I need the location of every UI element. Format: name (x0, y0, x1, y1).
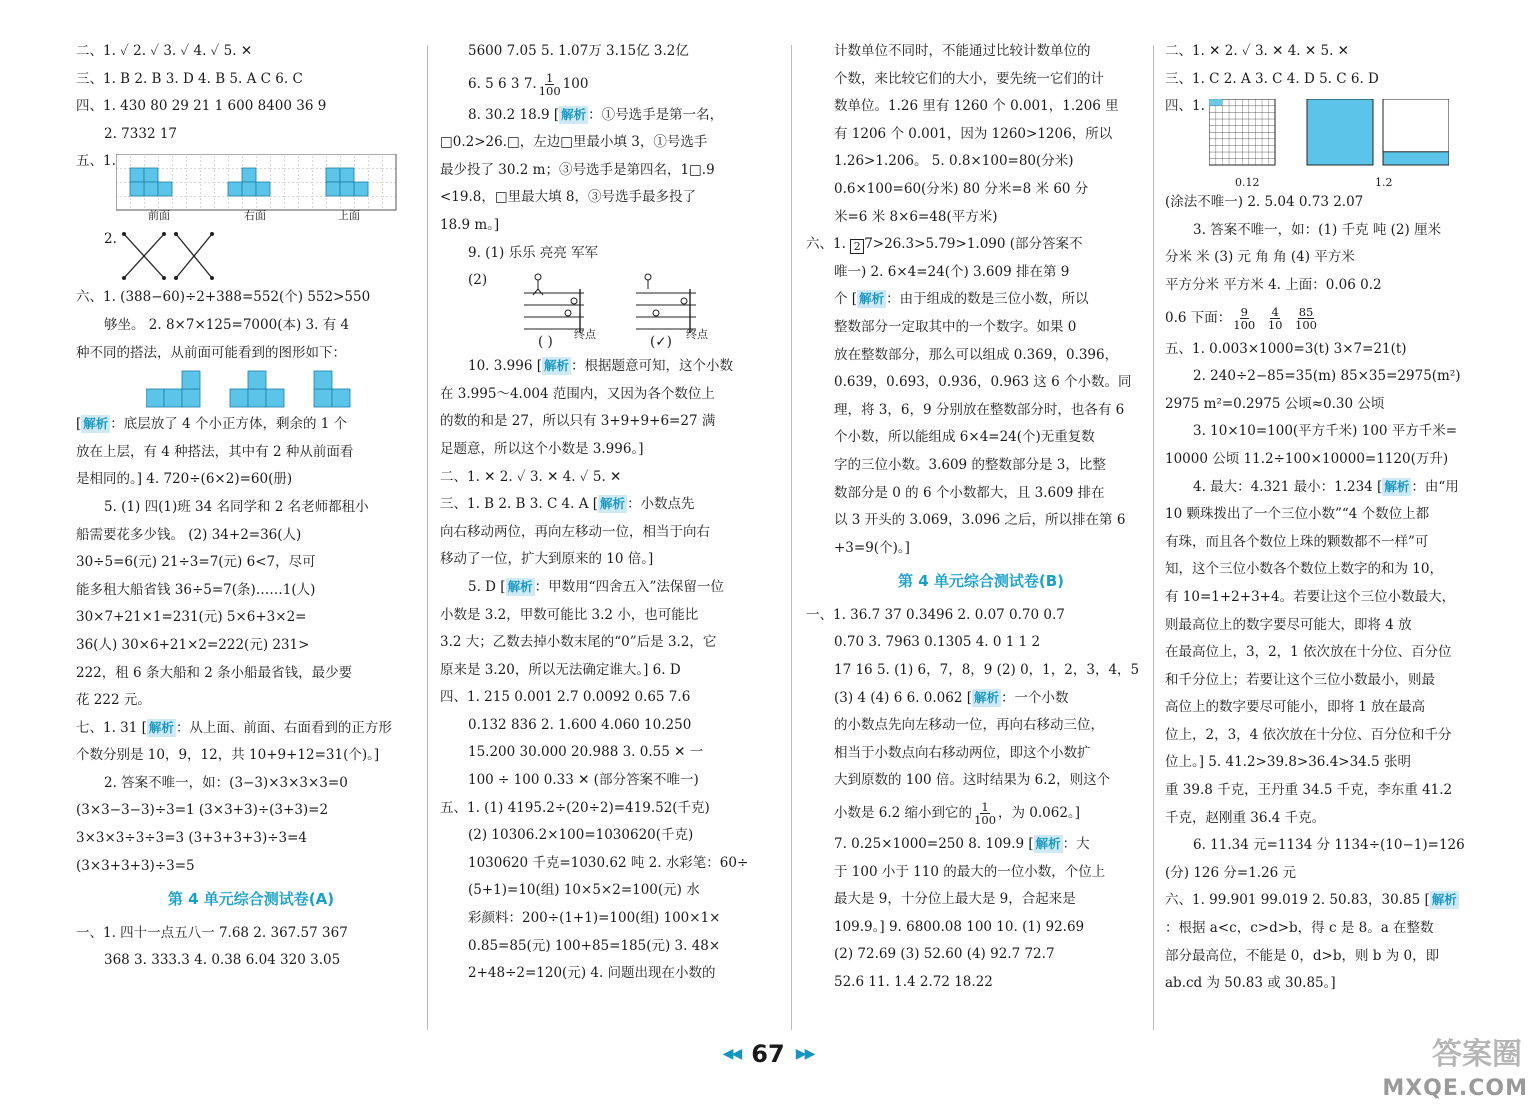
text-line: 10000 公顷 11.2÷100×10000=1120(万升) (1165, 450, 1449, 467)
analysis-tag: 解析 (1384, 478, 1410, 494)
text-line: 最大是 9，十分位上最大是 9，合起来是 (834, 891, 1076, 908)
text-line: 六、1. 2 7>26.3>5.79>1.090 (部分答案不 (806, 236, 1083, 254)
text-line: 的数的和是 27，所以只有 3+9+9+6=27 满 (440, 413, 716, 430)
text-line: 理，将 3，6，9 分别放在整数部分时，也各有 6 (834, 401, 1125, 418)
text-line: (分) 126 分=1.26 元 (1165, 864, 1297, 881)
text-line: 数单位。1.26 里有 1260 个 0.001，1.206 里 (834, 98, 1119, 115)
finish-label: 终点 (686, 328, 708, 342)
analysis-tag: 解析 (561, 106, 587, 122)
text-line: (2) 72.69 (3) 52.60 (4) 92.7 72.7 (834, 946, 1055, 963)
digit-box: 2 (850, 239, 864, 254)
analysis-tag: 解析 (83, 416, 109, 432)
analysis-tag: 解析 (148, 719, 174, 735)
text-line: 向右移动两位，再向左移动一位，相当于向右 (440, 523, 710, 540)
text-line: 的小数点先向左移动一位，再向右移动三位， (834, 717, 1104, 734)
text-line: 平方分米 平方米 4. 上面：0.06 0.2 (1165, 276, 1382, 293)
text-line: 1030620 千克=1030.62 吨 2. 水彩笔：60÷ (468, 854, 749, 871)
text-line: 位上。] 5. 41.2>39.8>36.4>34.5 张明 (1165, 754, 1411, 771)
text-line: 最少投了 30.2 m；③号选手是第四名，1□.9 (440, 161, 715, 178)
text-line: 移动了一位，扩大到原来的 10 倍。] (440, 551, 654, 568)
section-title: 第 4 单元综合测试卷(B) (897, 572, 1065, 591)
analysis-tag: 解析 (973, 689, 999, 705)
analysis-tag: 解析 (859, 291, 885, 307)
text-line: (3×3−3−3)÷3=1 (3×3+3)÷(3+3)=2 (76, 802, 329, 819)
prev-arrow-icon: ◀◀ (722, 1046, 741, 1062)
column-divider (791, 45, 792, 1030)
text-line: 3. 10×10=100(平方千米) 100 平方千米= (1193, 423, 1458, 440)
text-line: 重 39.8 千克，王丹重 34.5 千克，李东重 41.2 (1165, 782, 1453, 799)
text-line: 在最高位上，3，2，1 依次放在十分位、百分位 (1165, 644, 1452, 661)
answer-column-2 (440, 38, 790, 1038)
text-line: 一、1. 四十一点五八一 7.68 2. 367.57 367 (76, 924, 348, 941)
text-line: 3×3×3÷3÷3=3 (3+3+3+3)÷3=4 (76, 830, 308, 847)
text-line: 五、1. (1) 4195.2÷(20÷2)=419.52(千克) (440, 799, 710, 816)
text-line: 个数，来比较它们的大小，要先统一它们的计 (834, 70, 1104, 87)
text-line: 0.6×100=60(分米) 80 分米=8 米 60 分 (834, 180, 1089, 197)
section-title: 第 4 单元综合测试卷(A) (167, 890, 335, 909)
text-line: □0.2>26.□，左边□里最小填 3，①号选手 (440, 134, 708, 151)
text-line: 三、1. B 2. B 3. D 4. B 5. A C 6. C (76, 70, 303, 87)
text-line: 100 ÷ 100 0.33 ✕ (部分答案不唯一) (468, 772, 699, 789)
analysis-tag: 解析 (600, 496, 626, 512)
text-line: 小数是 6.2 缩小到它的 $\frac{1}{100}$ ，为 0.062。] (834, 800, 1080, 828)
analysis-tag: 解析 (1431, 892, 1457, 908)
text-line: 高位上的数字要尽可能小，即将 1 放在最高 (1165, 699, 1426, 716)
answer-mark: ( ) (538, 334, 553, 351)
text-line: 是相同的。] 4. 720÷(6×2)=60(册) (76, 471, 293, 488)
next-arrow-icon: ▶▶ (795, 1046, 814, 1062)
text-line: 10. 3.996 [ 解析 ：根据题意可知，这个小数 (468, 358, 733, 375)
text-line: 2. 7332 17 (104, 125, 177, 142)
analysis-tag: 解析 (507, 578, 533, 594)
text-line: 相当于小数点向右移动两位，即这个小数扩 (834, 744, 1091, 761)
text-line: 千克，赵刚重 36.4 千克。 (1165, 809, 1326, 826)
text-line: 唯一) 2. 6×4=24(个) 3.609 排在第 9 (834, 263, 1070, 280)
text-line: 分米 米 (3) 元 角 角 (4) 平方米 (1165, 249, 1355, 266)
text-line: 30×7+21×1=231(元) 5×6+3×2= (76, 609, 307, 626)
text-line: (涂法不唯一) 2. 5.04 0.73 2.07 (1165, 194, 1364, 211)
text-line: 0.6 下面： $\frac{9}{100}$ $\frac{4}{10}$ $\frac{85}{100}$ (1165, 304, 1317, 332)
text-line: 于 100 小于 110 的最大的一位小数，个位上 (834, 863, 1106, 880)
text-line: 0.70 3. 7963 0.1305 4. 0 1 1 2 (834, 634, 1041, 651)
text-line: 5. D [ 解析 ：甲数用“四舍五入”法保留一位 (468, 578, 724, 595)
text-line: 109.9。] 9. 6800.08 100 10. (1) 92.69 (834, 918, 1085, 935)
text-line: 和千分位上；若要让这个三位小数最小，则最 (1165, 671, 1435, 688)
grid-label: 1.2 (1375, 176, 1393, 190)
text-line: 够坐。 2. 8×7×125=7000(本) 3. 有 4 (104, 316, 350, 333)
text-line: 小数是 3.2，甲数可能比 3.2 小，也可能比 (440, 606, 699, 623)
text-line: 17 16 5. (1) 6，7，8，9 (2) 0，1，2，3，4，5 (834, 662, 1140, 679)
text-line: 3. 答案不唯一，如：(1) 千克 吨 (2) 厘米 (1193, 221, 1442, 238)
cube-arrangements (146, 369, 376, 409)
text-line: 米=6 米 8×6=48(平方米) (834, 208, 998, 225)
text-line: 四、1. 430 80 29 21 1 600 8400 36 9 (76, 98, 327, 115)
text-line: 三、1. C 2. A 3. C 4. D 5. C 6. D (1165, 70, 1379, 87)
text-line: 七、1. 31 [ 解析 ：从上面、前面、右面看到的正方形 (76, 719, 392, 736)
fraction: $\frac{85}{100}$ (1295, 304, 1317, 332)
text-line: 2+48÷2=120(元) 4. 问题出现在小数的 (468, 965, 716, 982)
text-line: 3.2 大；乙数去掉小数末尾的“0”后是 3.2，它 (440, 634, 717, 651)
text-line: 在 3.995～4.004 范围内，又因为各个数位上 (440, 385, 715, 402)
views-figure-row (76, 148, 426, 226)
text-line: 222，租 6 条大船和 2 条小船最省钱，最少要 (76, 664, 353, 681)
text-line: 7. 0.25×1000=250 8. 109.9 [ 解析 ：大 (834, 836, 1090, 853)
text-line: 30÷5=6(元) 21÷3=7(元) 6<7，尽可 (76, 554, 316, 571)
text-line: 6. 11.34 元=1134 分 1134÷(10−1)=126 (1193, 837, 1465, 854)
cube-views-figure (76, 367, 426, 411)
text-line: 部分最高位，不能是 0，d>b，则 b 为 0，即 (1165, 947, 1440, 964)
text-line: 0.132 836 2. 1.600 4.060 10.250 (468, 716, 692, 733)
text-line: 18.9 m。] (440, 216, 500, 233)
watermark (1376, 1007, 1536, 1107)
text-line: 足题意，所以这个小数是 3.996。] (440, 440, 644, 457)
text-line: 0.639，0.693，0.936，0.963 这 6 个小数。同 (834, 374, 1132, 391)
text-line: 四、1. 215 0.001 2.7 0.0092 0.65 7.6 (440, 689, 691, 706)
text-line: (2) 10306.2×100=1030620(千克) (468, 827, 694, 844)
fraction: $\frac{4}{10}$ (1267, 304, 1283, 332)
decimal-grid-figure-row (1165, 93, 1505, 189)
grid-label: 0.12 (1235, 176, 1260, 190)
text-line: 8. 30.2 18.9 [ 解析 ：①号选手是第一名， (468, 106, 724, 123)
text-line: 4. 最大：4.321 最小：1.234 [ 解析 ：由“用 (1193, 478, 1459, 495)
text-line: 2975 m²=0.2975 公顷≈0.30 公顷 (1165, 395, 1385, 412)
text-line: 六、1. (388−60)÷2+388=552(个) 552>550 (76, 289, 371, 306)
race-figure-row (440, 267, 790, 353)
watermark-badge: 答案圈 (1432, 1037, 1522, 1072)
text-line: (5+1)=10(组) 10×5×2=100(元) 水 (468, 882, 700, 899)
text-line: 原来是 3.20，所以无法确定谁大。] 6. D (440, 661, 681, 678)
text-line: ：根据 a<c，c>d>b，得 c 是 8。a 在整数 (1165, 920, 1434, 937)
text-line: 有 1206 个 0.001，因为 1260>1206，所以 (834, 125, 1113, 142)
view-label: 右面 (244, 209, 266, 223)
text-line: 则最高位上的数字要尽可能大，即将 4 放 (1165, 616, 1412, 633)
text-line: 368 3. 333.3 4. 0.38 6.04 320 3.05 (104, 952, 341, 969)
text-line: (3×3+3+3)÷3=5 (76, 857, 195, 874)
text-line: 四、1. (1165, 98, 1205, 115)
answer-mark: (✓) (650, 334, 672, 351)
text-line: 有 10=1+2+3+4。若要让这个三位小数最大， (1165, 588, 1456, 605)
fraction: $\frac{1}{100}$ (974, 800, 997, 828)
answer-column-1 (76, 38, 426, 1038)
text-line: 2. (104, 231, 117, 248)
text-line: [ 解析 ：底层放了 4 个小正方体，剩余的 1 个 (76, 416, 348, 433)
text-line: 二、1. ✕ 2. ✓ 3. ✕ 4. ✓ 5. ✕ (440, 468, 622, 485)
text-line: (3) 4 (4) 6 6. 0.062 [ 解析 ：一个小数 (834, 689, 1069, 706)
text-line: 有珠，而且各个数位上珠的颗数都不一样”可 (1165, 533, 1429, 550)
text-line: 五、1. 0.003×1000=3(t) 3×7=21(t) (1165, 340, 1407, 357)
text-line: (2) (468, 272, 488, 289)
matching-figure-row (76, 226, 426, 284)
analysis-tag: 解析 (1035, 836, 1061, 852)
text-line: 36(人) 30×6+21×2=222(元) 231> (76, 636, 310, 653)
text-line: 放在上层，有 4 种搭法，其中有 2 种从前面看 (76, 443, 354, 460)
race-lanes (524, 269, 764, 339)
text-line: +3=9(个)。] (834, 539, 910, 556)
text-line: 彩颜料：200÷(1+1)=100(组) 100×1× (468, 910, 721, 927)
matching-lines (120, 228, 230, 286)
text-line: 六、1. 99.901 99.019 2. 50.83，30.85 [ 解析 (1165, 892, 1457, 909)
text-line: ab.cd 为 50.83 或 30.85。] (1165, 975, 1336, 992)
answer-column-4 (1165, 38, 1505, 1038)
text-line: 能多租大船省钱 36÷5=7(条)……1(人) (76, 581, 316, 598)
text-line: 个 [ 解析 ：由于组成的数是三位小数，所以 (834, 291, 1089, 308)
text-line: 9. (1) 乐乐 亮亮 军军 (468, 244, 599, 261)
text-line: 2. 答案不唯一，如：(3−3)×3×3×3=0 (104, 774, 348, 791)
text-line: 五、1. (76, 153, 116, 170)
text-line: 1.26>1.206。 5. 0.8×100=80(分米) (834, 153, 1074, 170)
text-line: 位上，2，3，4 依次放在十分位、百分位和千分 (1165, 726, 1452, 743)
text-line: 2. 240÷2−85=35(m) 85×35=2975(m²) (1193, 368, 1461, 385)
watermark-site: MXQE.COM (1382, 1076, 1528, 1101)
text-line: 二、1. ✕ 2. ✓ 3. ✕ 4. ✕ 5. ✕ (1165, 43, 1349, 59)
text-line: 计数单位不同时，不能通过比较计数单位的 (834, 43, 1091, 59)
text-line: 0.85=85(元) 100+85=185(元) 3. 48× (468, 937, 721, 954)
text-line: 花 222 元。 (76, 692, 151, 709)
text-line: 个小数，所以能组成 6×4=24(个)无重复数 (834, 429, 1095, 446)
page-number-bar (0, 1040, 1536, 1068)
text-line: 字的三位小数。3.609 的整数部分是 3，比整 (834, 456, 1106, 473)
view-label: 前面 (148, 209, 170, 223)
text-line: 知，这个三位小数各个数位上数字的和为 10， (1165, 561, 1443, 578)
text-line: 整数部分一定取其中的一个数字。如果 0 (834, 318, 1077, 335)
fraction: $\frac{9}{100}$ (1233, 304, 1256, 332)
text-line: 5600 7.05 5. 1.07万 3.15亿 3.2亿 (468, 43, 689, 59)
fraction: $\frac{1}{100}$ (538, 70, 561, 98)
text-line: 5. (1) 四(1)班 34 名同学和 2 名老师都租小 (104, 498, 369, 515)
text-line: 船需要花多少钱。 (2) 34+2=36(人) (76, 526, 302, 543)
text-line: 6. 5 6 3 7. $\frac{1}{100}$ 100 (468, 70, 589, 98)
text-line: 放在整数部分，那么可以组成 0.369，0.396， (834, 346, 1119, 363)
text-line: 52.6 11. 1.4 2.72 18.22 (834, 974, 993, 990)
text-line: 三、1. B 2. B 3. C 4. A [ 解析 ：小数点先 (440, 496, 695, 513)
decimal-grids (1209, 99, 1449, 177)
column-divider (427, 45, 428, 1030)
text-line: 以 3 开头的 3.069，3.096 之后，所以排在第 6 (834, 512, 1126, 529)
text-line: 二、1. ✓ 2. ✓ 3. ✓ 4. ✓ 5. ✕ (76, 43, 253, 59)
text-line: 种不同的搭法，从前面可能看到的图形如下： (76, 344, 346, 361)
text-line: 个数分别是 10，9，12，共 10+9+12=31(个)。] (76, 747, 380, 764)
text-line: 一、1. 36.7 37 0.3496 2. 0.07 0.70 0.7 (806, 606, 1065, 623)
view-label: 上面 (338, 209, 360, 223)
text-line: 15.200 30.000 20.988 3. 0.55 ✕ 一 (468, 744, 704, 761)
text-line: 大到原数的 100 倍。这时结果为 6.2，则这个 (834, 772, 1111, 789)
finish-label: 终点 (574, 328, 596, 342)
text-line: 10 颗珠拨出了一个三位小数”“4 个数位上都 (1165, 506, 1430, 523)
text-line: <19.8，□里最大填 8，③号选手最多投了 (440, 189, 697, 206)
text-line: 数部分是 0 的 6 个小数都大，且 3.609 排在 (834, 484, 1105, 501)
answer-column-3 (806, 38, 1156, 1038)
analysis-tag: 解析 (543, 358, 569, 374)
page-number: 67 (751, 1040, 785, 1068)
